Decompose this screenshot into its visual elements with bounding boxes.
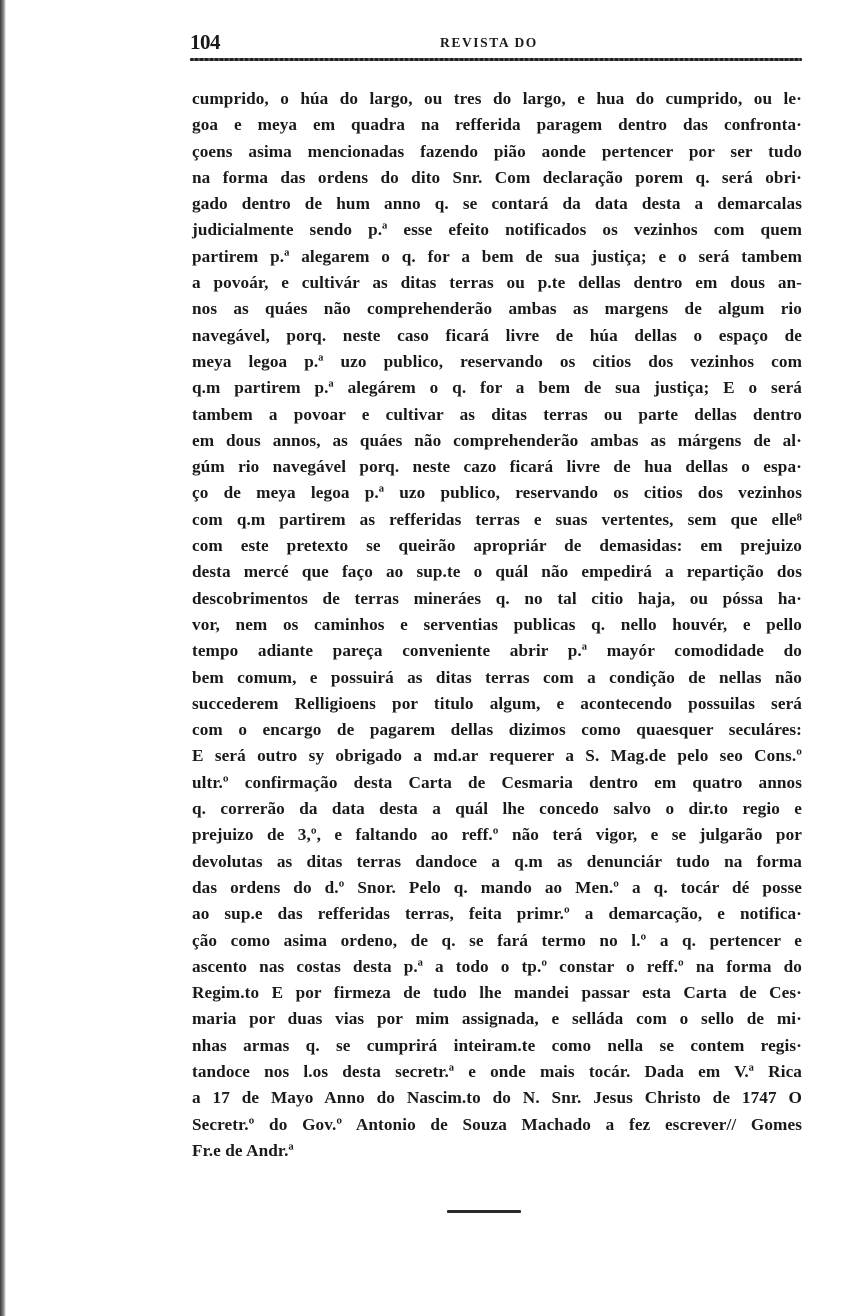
text-line: gado dentro de hum anno q. se contará da data desta a demarcalas — [192, 194, 802, 214]
text-line: tempo adiante pareça conveniente abrir p.ª mayór comodidade do — [192, 641, 802, 661]
text-line: descobrimentos de terras mineráes q. no tal citio haja, ou póssa ha· — [192, 588, 802, 608]
document-body — [192, 86, 802, 1164]
text-line: goa e meya em quadra na refferida paragem dentro das confronta· — [192, 115, 802, 135]
text-line: ultr.º confirmação desta Carta de Cesmaria dentro em quatro annos — [192, 772, 802, 792]
text-line: cumprido, o húa do largo, ou tres do largo, e hua do cumprido, ou le· — [192, 89, 802, 108]
text-line: nos as quáes não comprehenderão ambas as margens de algum rio — [192, 299, 802, 319]
section-end-rule — [447, 1210, 521, 1213]
text-line: navegável, porq. neste caso ficará livre de húa dellas o espaço de — [192, 325, 802, 345]
text-line: a povoár, e cultivár as ditas terras ou p.te dellas dentro em dous an- — [192, 273, 802, 293]
text-line: ção como asima ordeno, de q. se fará termo no l.º a q. pertencer e — [192, 930, 802, 950]
page-binding-edge — [0, 0, 6, 1316]
running-title: REVISTA DO — [440, 35, 538, 50]
text-line: Regim.to E por firmeza de tudo lhe mandei passar esta Carta de Ces· — [192, 983, 802, 1003]
text-line: Secretr.º do Gov.º Antonio de Souza Machado a fez escrever// Gomes — [192, 1114, 802, 1134]
text-line: com este pretexto se queirão apropriár de demasidas: em prejuizo — [192, 536, 802, 556]
text-line: ascento nas costas desta p.ª a todo o tp.º constar o reff.º na forma do — [192, 956, 802, 976]
text-line: E será outro sy obrigado a md.ar requerer a S. Mag.de pelo seo Cons.º — [192, 746, 802, 766]
page-number: 104 — [190, 30, 220, 54]
text-line: nhas armas q. se cumprirá inteiram.te como nella se contem regis· — [192, 1035, 802, 1055]
text-line: q. correrão da data desta a quál lhe concedo salvo o dir.to regio e — [192, 799, 802, 819]
text-line: partirem p.ª alegarem o q. for a bem de sua justiça; e o será tambem — [192, 246, 802, 266]
text-line: em dous annos, as quáes não comprehenderão ambas as márgens de al· — [192, 430, 802, 450]
text-line: çoens asima mencionadas fazendo pião aonde pertencer por ser tudo — [192, 141, 802, 161]
text-line: judicialmente sendo p.ª esse efeito notificados os vezinhos com quem — [192, 220, 802, 240]
text-line: na forma das ordens do dito Snr. Com declaração porem q. será obri· — [192, 167, 802, 187]
text-line: succederem Relligioens por titulo algum, e acontecendo possuilas será — [192, 693, 802, 713]
text-line: meya legoa p.ª uzo publico, reservando os citios dos vezinhos com — [192, 351, 802, 371]
text-line: q.m partirem p.ª alegárem o q. for a bem de sua justiça; E o será — [192, 378, 802, 398]
text-line: desta mercé que faço ao sup.te o quál não empedirá a repartição dos — [192, 562, 802, 582]
text-line: vor, nem os caminhos e serventias publicas q. nello houvér, e pello — [192, 614, 802, 634]
text-line: Fr.e de Andr.ª — [192, 1140, 294, 1160]
text-line: devolutas as ditas terras dandoce a q.m as denunciár tudo na forma — [192, 851, 802, 871]
text-line: com q.m partirem as refferidas terras e suas vertentes, sem que elle⁸ — [192, 509, 802, 529]
text-line: a 17 de Mayo Anno do Nascim.to do N. Snr. Jesus Christo de 1747 O — [192, 1088, 802, 1108]
text-line: maria por duas vias por mim assignada, e selláda com o sello de mi· — [192, 1009, 802, 1029]
text-line: ço de meya legoa p.ª uzo publico, reservando os citios dos vezinhos — [192, 483, 802, 503]
header-rule — [190, 58, 802, 61]
text-line: tandoce nos l.os desta secretr.ª e onde mais tocár. Dada em V.ª Rica — [192, 1061, 802, 1081]
text-line: ao sup.e das refferidas terras, feita primr.º a demarcação, e notifica· — [192, 904, 802, 924]
text-line: com o encargo de pagarem dellas dizimos como quaesquer seculáres: — [192, 720, 802, 740]
text-line: tambem a povoar e cultivar as ditas terras ou parte dellas dentro — [192, 404, 802, 424]
text-line: gúm rio navegável porq. neste cazo ficará livre de hua dellas o espa· — [192, 457, 802, 477]
page-header — [190, 30, 802, 60]
text-line: prejuizo de 3,º, e faltando ao reff.º não terá vigor, e se julgarão por — [192, 825, 802, 845]
text-line: bem comum, e possuirá as ditas terras com a condição de nellas não — [192, 667, 802, 687]
text-line: das ordens do d.º Snor. Pelo q. mando ao Men.º a q. tocár dé posse — [192, 877, 802, 897]
